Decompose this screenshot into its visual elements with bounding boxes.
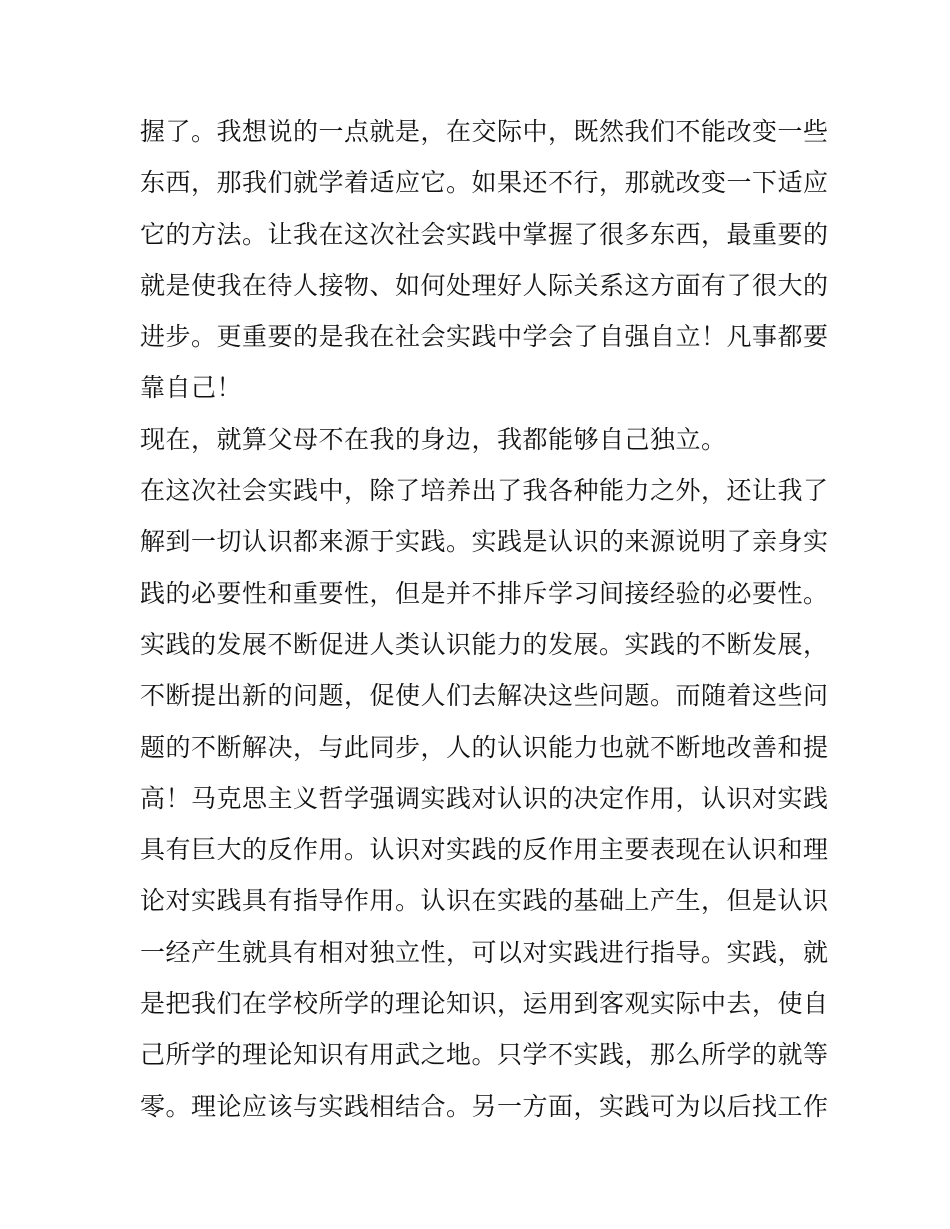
text-line: 具有巨大的反作用。认识对实践的反作用主要表现在认识和理 xyxy=(140,835,829,865)
text-line: 握了。我想说的一点就是，在交际中，既然我们不能改变一些 xyxy=(140,117,829,146)
text-line: 高！马克思主义哲学强调实践对认识的决定作用，认识对实践 xyxy=(140,783,829,813)
text-line: 是把我们在学校所学的理论知识，运用到客观实际中去，使自 xyxy=(140,989,829,1019)
text-line: 论对实践具有指导作用。认识在实践的基础上产生，但是认识 xyxy=(140,886,829,916)
text-line: 不断提出新的问题，促使人们去解决这些问题。而随着这些问 xyxy=(140,681,829,711)
text-line: 在这次社会实践中，除了培养出了我各种能力之外，还让我了 xyxy=(140,476,829,506)
text-line: 题的不断解决，与此同步，人的认识能力也就不断地改善和提 xyxy=(140,732,829,762)
text-line: 它的方法。让我在这次社会实践中掌握了很多东西，最重要的 xyxy=(140,219,829,249)
text-line: 践的必要性和重要性，但是并不排斥学习间接经验的必要性。 xyxy=(140,578,829,608)
text-line: 一经产生就具有相对独立性，可以对实践进行指导。实践，就 xyxy=(140,937,829,967)
text-line: 零。理论应该与实践相结合。另一方面，实践可为以后找工作 xyxy=(140,1091,829,1121)
text-line: 现在，就算父母不在我的身边，我都能够自己独立。 xyxy=(140,424,727,454)
text-line: 靠自己！ xyxy=(140,373,243,403)
text-line: 就是使我在待人接物、如何处理好人际关系这方面有了很大的 xyxy=(140,270,829,300)
text-line: 解到一切认识都来源于实践。实践是认识的来源说明了亲身实 xyxy=(140,527,829,557)
text-line: 进步。更重要的是我在社会实践中学会了自强自立！凡事都要 xyxy=(140,322,829,352)
text-line: 东西，那我们就学着适应它。如果还不行，那就改变一下适应 xyxy=(140,168,829,198)
text-line: 己所学的理论知识有用武之地。只学不实践，那么所学的就等 xyxy=(140,1040,829,1070)
body-text xyxy=(140,106,830,1132)
text-line: 实践的发展不断促进人类认识能力的发展。实践的不断发展， xyxy=(140,629,829,659)
